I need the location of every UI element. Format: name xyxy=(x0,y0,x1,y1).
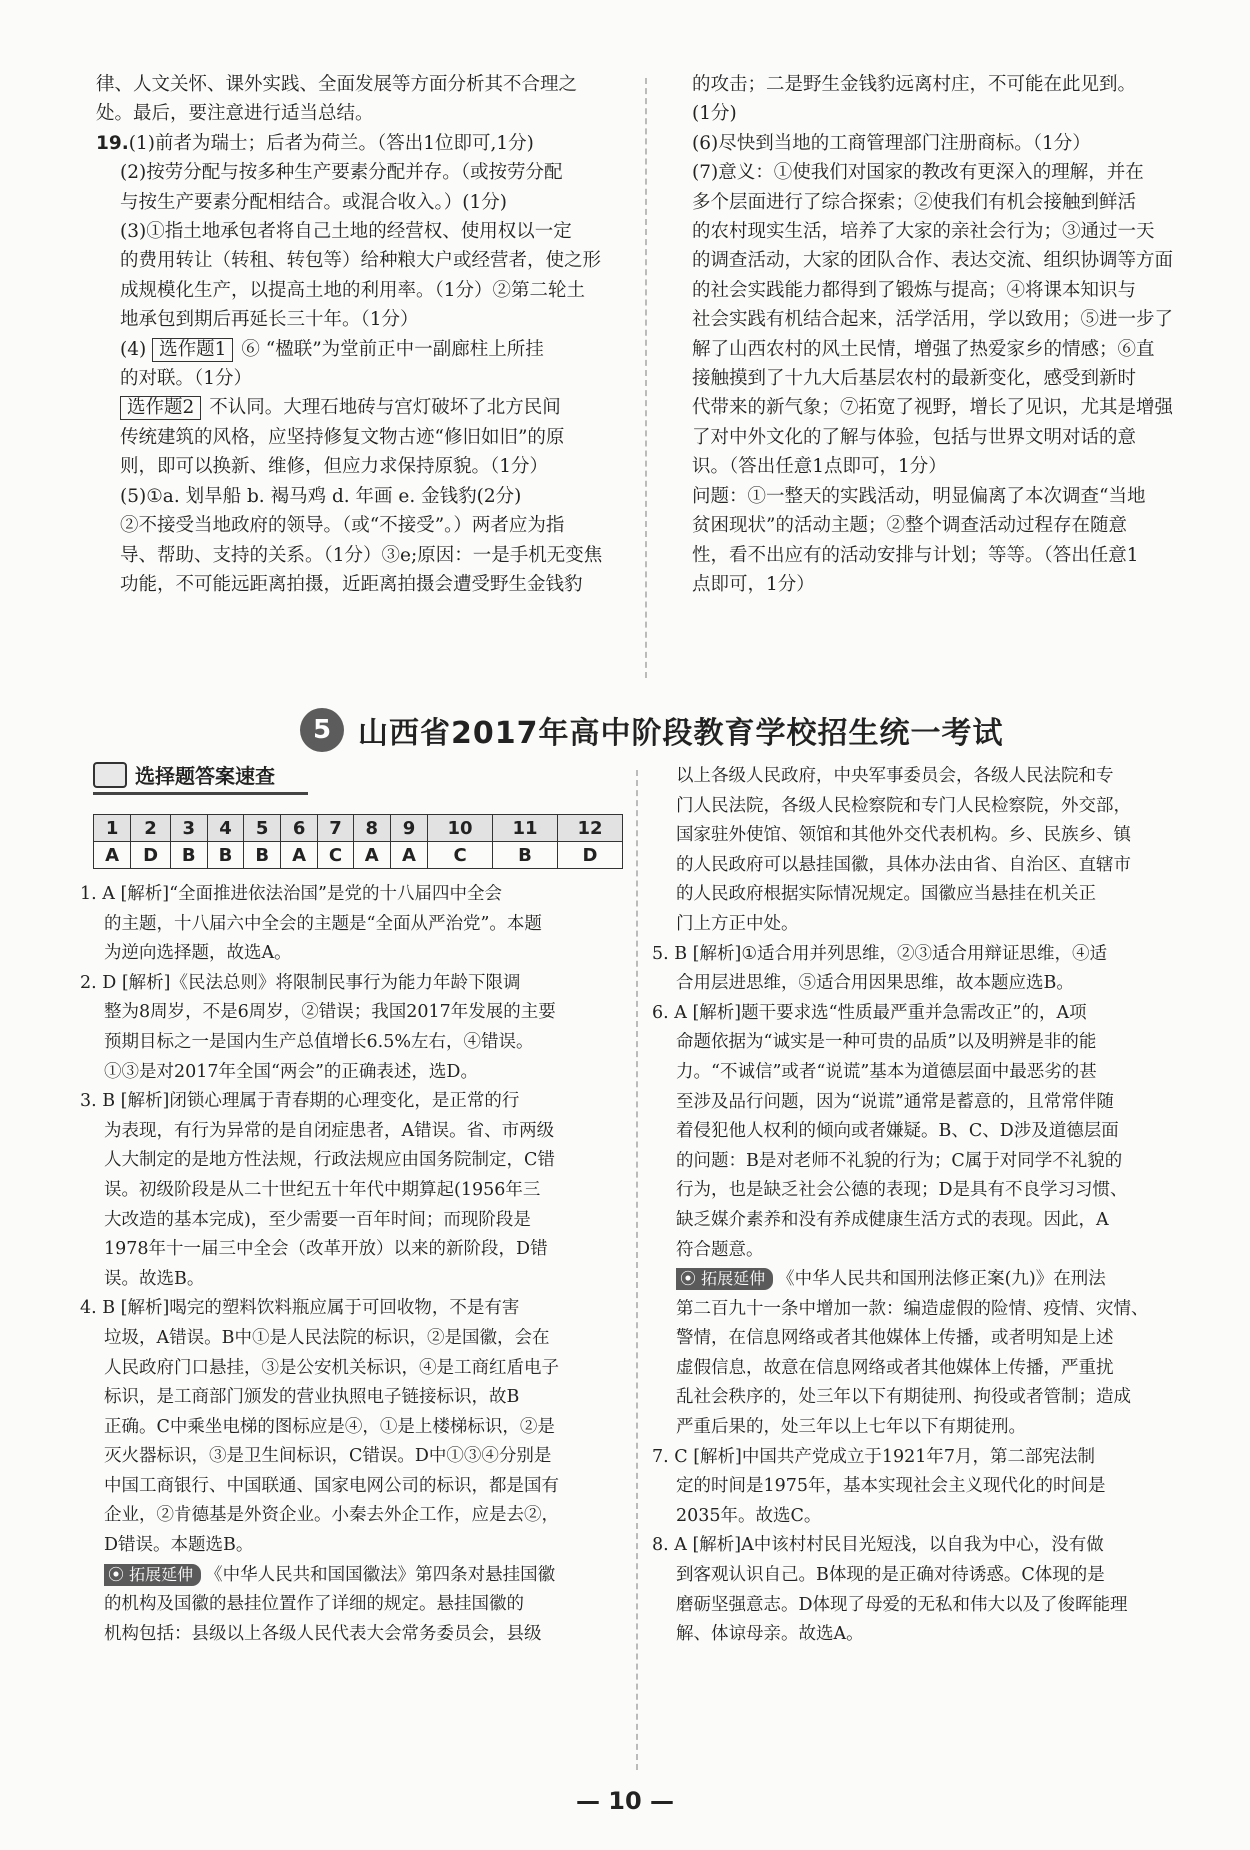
text-line: 为表现，有行为异常的是自闭症患者，A错误。省、市两级 xyxy=(104,1120,555,1141)
text-line: 的调查活动，大家的团队合作、表达交流、组织协调等方面 xyxy=(692,250,1174,272)
text-line: 的费用转让（转租、转包等）给种粮大户或经营者，使之形 xyxy=(120,250,602,272)
text-line: 人民政府门口悬挂，③是公安机关标识，④是工商红盾电子 xyxy=(104,1357,559,1378)
question-number-cell: 1 xyxy=(94,815,131,842)
text-line: 人大制定的是地方性法规，行政法规应由国务院制定，C错 xyxy=(104,1150,555,1171)
answer-cell: A xyxy=(281,842,318,869)
text-line: 6. A [解析]题干要求选“性质最严重并急需改正”的，A项 xyxy=(652,1002,1087,1023)
answer-table-answers-row xyxy=(94,842,623,869)
text-line: D错误。本题选B。 xyxy=(104,1535,254,1556)
extension-line xyxy=(652,1265,1212,1295)
extension-label: ⦿ 拓展延伸 xyxy=(676,1268,773,1290)
text-span: 不认同。大理石地砖与宫灯破坏了北方民间 xyxy=(209,397,561,419)
text-line: 功能，不可能远距离拍摄，近距离拍摄会遭受野生金钱豹 xyxy=(120,573,583,595)
extension-label: ⦿ 拓展延伸 xyxy=(104,1564,201,1586)
question-number-cell: 11 xyxy=(493,815,558,842)
text-span: 《中华人民共和国刑法修正案(九)》在刑法 xyxy=(777,1269,1106,1290)
text-line: 中国工商银行、中国联通、国家电网公司的标识，都是国有 xyxy=(104,1475,559,1496)
text-line: 整为8周岁，不是6周岁，②错误；我国2017年发展的主要 xyxy=(104,1002,556,1023)
optional-question-tag: 选作题1 xyxy=(152,338,233,362)
question-number-cell: 8 xyxy=(353,815,390,842)
text-line: 5. B [解析]①适合用并列思维，②③适合用辩证思维，④适 xyxy=(652,943,1108,964)
text-line: 代带来的新气象；⑦拓宽了视野，增长了见识，尤其是增强 xyxy=(692,397,1174,419)
text-line: 正确。C中乘坐电梯的图标应是④，①是上楼梯标识，②是 xyxy=(104,1416,555,1437)
top-left-column xyxy=(96,70,632,599)
text-line: 成规模化生产，以提高土地的利用率。（1分）②第二轮土 xyxy=(120,279,586,301)
text-line: 以上各级人民政府，中央军事委员会，各级人民法院和专 xyxy=(676,766,1114,786)
section-title-bar xyxy=(300,703,1004,757)
section-title: 山西省2017年高中阶段教育学校招生统一考试 xyxy=(358,716,1004,751)
optional-question-1-line xyxy=(96,335,632,364)
text-line: ①③是对2017年全国“两会”的正确表述，选D。 xyxy=(104,1061,478,1082)
answer-cell: D xyxy=(131,842,171,869)
text-span: ⑥ “楹联”为堂前正中一副廊柱上所挂 xyxy=(241,338,544,360)
text-line: 1978年十一届三中全会（改革开放）以来的新阶段，D错 xyxy=(104,1239,548,1260)
section-number-badge: 5 xyxy=(300,708,344,752)
text-line: 合用层进思维，⑤适合用因果思维，故本题应选B。 xyxy=(676,973,1074,994)
answer-cell: A xyxy=(353,842,390,869)
answer-cell: A xyxy=(94,842,131,869)
answer-table-numbers-row xyxy=(94,815,623,842)
text-line: 第二百九十一条中增加一款：编造虚假的险情、疫情、灾情、 xyxy=(676,1298,1149,1319)
text-line: 了对中外文化的了解与体验，包括与世界文明对话的意 xyxy=(692,426,1137,448)
page-number: — 10 — xyxy=(575,1787,675,1815)
text-line: 3. B [解析]闭锁心理属于青春期的心理变化，是正常的行 xyxy=(80,1091,520,1112)
question-number-cell: 6 xyxy=(281,815,318,842)
text-line: 符合题意。 xyxy=(676,1239,764,1260)
answer-cell: D xyxy=(557,842,622,869)
text-line: 解了山西农村的风土民情，增强了热爱家乡的情感；⑥直 xyxy=(692,338,1155,360)
text-line: 4. B [解析]喝完的塑料饮料瓶应属于可回收物，不是有害 xyxy=(80,1298,520,1319)
text-line: 贫困现状”的活动主题；②整个调查活动过程存在随意 xyxy=(692,515,1127,537)
text-line: 处。最后，要注意进行适当总结。 xyxy=(96,103,374,125)
text-line: 门人民法院，各级人民检察院和专门人民检察院，外交部， xyxy=(676,795,1131,816)
text-line: 传统建筑的风格，应坚持修复文物古迹“修旧如旧”的原 xyxy=(120,426,565,448)
text-line: 垃圾，A错误。B中①是人民法院的标识，②是国徽，会在 xyxy=(104,1327,550,1348)
text-line: 的攻击；二是野生金钱豹远离村庄，不可能在此见到。 xyxy=(692,74,1137,95)
text-line: 标识，是工商部门颁发的营业执照电子链接标识，故B xyxy=(104,1387,520,1408)
text-line: 的人民政府可以悬挂国徽，具体办法由省、自治区、直辖市 xyxy=(676,854,1131,875)
text-line: 问题：①一整天的实践活动，明显偏离了本次调查“当地 xyxy=(692,485,1146,507)
question-number-cell: 9 xyxy=(390,815,427,842)
text-line: (6)尽快到当地的工商管理部门注册商标。（1分） xyxy=(692,132,1091,154)
question-number-cell: 5 xyxy=(244,815,281,842)
text-line: 与按生产要素分配相结合。或混合收入。）(1分) xyxy=(120,191,507,213)
text-line: 的主题，十八届六中全会的主题是“全面从严治党”。本题 xyxy=(104,913,542,934)
column-divider xyxy=(636,770,638,1770)
text-line: 识。（答出任意1点即可，1分） xyxy=(692,456,947,478)
question-number-cell: 4 xyxy=(207,815,244,842)
optional-question-tag: 选作题2 xyxy=(120,396,201,420)
question-number: 19. xyxy=(96,132,129,154)
bottom-left-column xyxy=(80,880,625,1649)
bottom-right-column xyxy=(652,762,1212,1650)
text-line: 2035年。故选C。 xyxy=(676,1505,822,1526)
text-line: 7. C [解析]中国共产党成立于1921年7月，第二部宪法制 xyxy=(652,1446,1096,1467)
answer-table xyxy=(93,814,623,869)
text-line: 2. D [解析]《民法总则》将限制民事行为能力年龄下限调 xyxy=(80,972,521,993)
question-19-line xyxy=(96,129,632,158)
text-line: 的问题：B是对老师不礼貌的行为；C属于对同学不礼貌的 xyxy=(676,1150,1123,1171)
optional-question-2-line xyxy=(96,393,632,422)
text-line: 严重后果的，处三年以上七年以下有期徒刑。 xyxy=(676,1417,1026,1438)
text-line: 大改造的基本完成)，至少需要一百年时间；而现阶段是 xyxy=(104,1209,531,1230)
question-number-cell: 10 xyxy=(428,815,493,842)
text-line: 到客观认识自己。B体现的是正确对待诱惑。C体现的是 xyxy=(676,1565,1105,1586)
text-line: (5)①a. 划旱船 b. 褐马鸡 d. 年画 e. 金钱豹(2分) xyxy=(120,485,522,507)
text-line: 解、体谅母亲。故选A。 xyxy=(676,1624,864,1645)
text-line: 至涉及品行问题，因为“说谎”通常是蓄意的，且常常伴随 xyxy=(676,1091,1114,1112)
text-line: 误。初级阶段是从二十世纪五十年代中期算起(1956年三 xyxy=(104,1179,541,1200)
text-line: 1. A [解析]“全面推进依法治国”是党的十八届四中全会 xyxy=(80,884,503,904)
text-line: 社会实践有机结合起来，活学活用，学以致用；⑤进一步了 xyxy=(692,309,1174,331)
text-line: 的农村现实生活，培养了大家的亲社会行为；③通过一天 xyxy=(692,221,1155,243)
answer-cell: C xyxy=(428,842,493,869)
text-line: 则，即可以换新、维修，但应力求保持原貌。（1分） xyxy=(120,456,549,478)
text-line: (1分) xyxy=(692,103,737,125)
text-line: 为逆向选择题，故选A。 xyxy=(104,943,292,964)
quick-answer-title: 选择题答案速查 xyxy=(135,764,275,788)
text-line: 命题依据为“诚实是一种可贵的品质”以及明辨是非的能 xyxy=(676,1032,1097,1053)
text-line: (7)意义：①使我们对国家的教改有更深入的理解，并在 xyxy=(692,162,1144,184)
answer-cell: B xyxy=(493,842,558,869)
text-line: (3)①指土地承包者将自己土地的经营权、使用权以一定 xyxy=(120,221,572,243)
extension-label-text: 拓展延伸 xyxy=(701,1269,766,1289)
text-line: 的对联。（1分） xyxy=(120,368,253,390)
text-span: 《中华人民共和国国徽法》第四条对悬挂国徽 xyxy=(205,1564,556,1585)
text-line: 性，看不出应有的活动安排与计划；等等。（答出任意1 xyxy=(692,544,1139,566)
text-line: 力。“不诚信”或者“说谎”基本为道德层面中最恶劣的甚 xyxy=(676,1061,1097,1082)
text-line: 定的时间是1975年，基本实现社会主义现代化的时间是 xyxy=(676,1476,1106,1497)
answer-cell: B xyxy=(244,842,281,869)
text-line: 律、人文关怀、课外实践、全面发展等方面分析其不合理之 xyxy=(96,74,578,95)
text-line: 磨砺坚强意志。D体现了母爱的无私和伟大以及了俊晖能理 xyxy=(676,1594,1128,1615)
text-line: ②不接受当地政府的领导。（或“不接受”。）两者应为指 xyxy=(120,515,565,537)
question-number-cell: 3 xyxy=(170,815,207,842)
text-line: 缺乏媒介素养和没有养成健康生活方式的表现。因此，A xyxy=(676,1209,1109,1230)
question-number-cell: 7 xyxy=(318,815,353,842)
text-line: 的社会实践能力都得到了锻炼与提高；④将课本知识与 xyxy=(692,279,1137,301)
text-line: 多个层面进行了综合探索；②使我们有机会接触到鲜活 xyxy=(692,191,1137,213)
answer-cell: B xyxy=(170,842,207,869)
answer-cell: C xyxy=(318,842,353,869)
answer-cell: B xyxy=(207,842,244,869)
text-line: 误。故选B。 xyxy=(104,1268,205,1289)
text-line: 乱社会秩序的，处三年以下有期徒刑、拘役或者管制；造成 xyxy=(676,1387,1131,1408)
text-line: 企业，②肯德基是外资企业。小秦去外企工作，应是去②， xyxy=(104,1505,559,1526)
text-line: 国家驻外使馆、领馆和其他外交代表机构。乡、民族乡、镇 xyxy=(676,825,1131,846)
text-line: 导、帮助、支持的关系。（1分）③e;原因：一是手机无变焦 xyxy=(120,544,603,566)
question-number-cell: 2 xyxy=(131,815,171,842)
answer-cell: A xyxy=(390,842,427,869)
extension-label-text: 拓展延伸 xyxy=(129,1564,194,1584)
text-line: 行为，也是缺乏社会公德的表现；D是具有不良学习习惯、 xyxy=(676,1180,1128,1201)
question-number-cell: 12 xyxy=(557,815,622,842)
text-line: (2)按劳分配与按多种生产要素分配并存。（或按劳分配 xyxy=(120,162,563,184)
text-span: (1)前者为瑞士；后者为荷兰。（答出1位即可,1分) xyxy=(128,132,534,154)
text-span: (4) xyxy=(120,338,147,360)
pointing-hand-icon xyxy=(93,762,127,788)
text-line: 8. A [解析]A中该村村民目光短浅，以自我为中心，没有做 xyxy=(652,1535,1104,1556)
text-line: 点即可，1分） xyxy=(692,573,815,595)
text-line: 预期目标之一是国内生产总值增长6.5%左右，④错误。 xyxy=(104,1031,534,1052)
text-line: 虚假信息，故意在信息网络或者其他媒体上传播，严重扰 xyxy=(676,1357,1114,1378)
column-divider xyxy=(645,78,647,678)
text-line: 的机构及国徽的悬挂位置作了详细的规定。悬挂国徽的 xyxy=(104,1594,524,1615)
text-line: 门上方正中处。 xyxy=(676,913,799,934)
extension-line xyxy=(80,1561,625,1591)
text-line: 机构包括：县级以上各级人民代表大会常务委员会，县级 xyxy=(104,1623,542,1644)
top-right-column xyxy=(692,70,1212,599)
text-line: 的人民政府根据实际情况规定。国徽应当悬挂在机关正 xyxy=(676,884,1096,905)
text-line: 灭火器标识，③是卫生间标识，C错误。D中①③④分别是 xyxy=(104,1446,552,1467)
text-line: 接触摸到了十九大后基层农村的最新变化，感受到新时 xyxy=(692,368,1137,390)
text-line: 警情，在信息网络或者其他媒体上传播，或者明知是上述 xyxy=(676,1328,1114,1349)
text-line: 地承包到期后再延长三十年。（1分） xyxy=(120,309,419,331)
text-line: 着侵犯他人权利的倾向或者嫌疑。B、C、D涉及道德层面 xyxy=(676,1121,1119,1142)
quick-answer-heading xyxy=(93,760,275,789)
heading-underline xyxy=(93,792,308,795)
